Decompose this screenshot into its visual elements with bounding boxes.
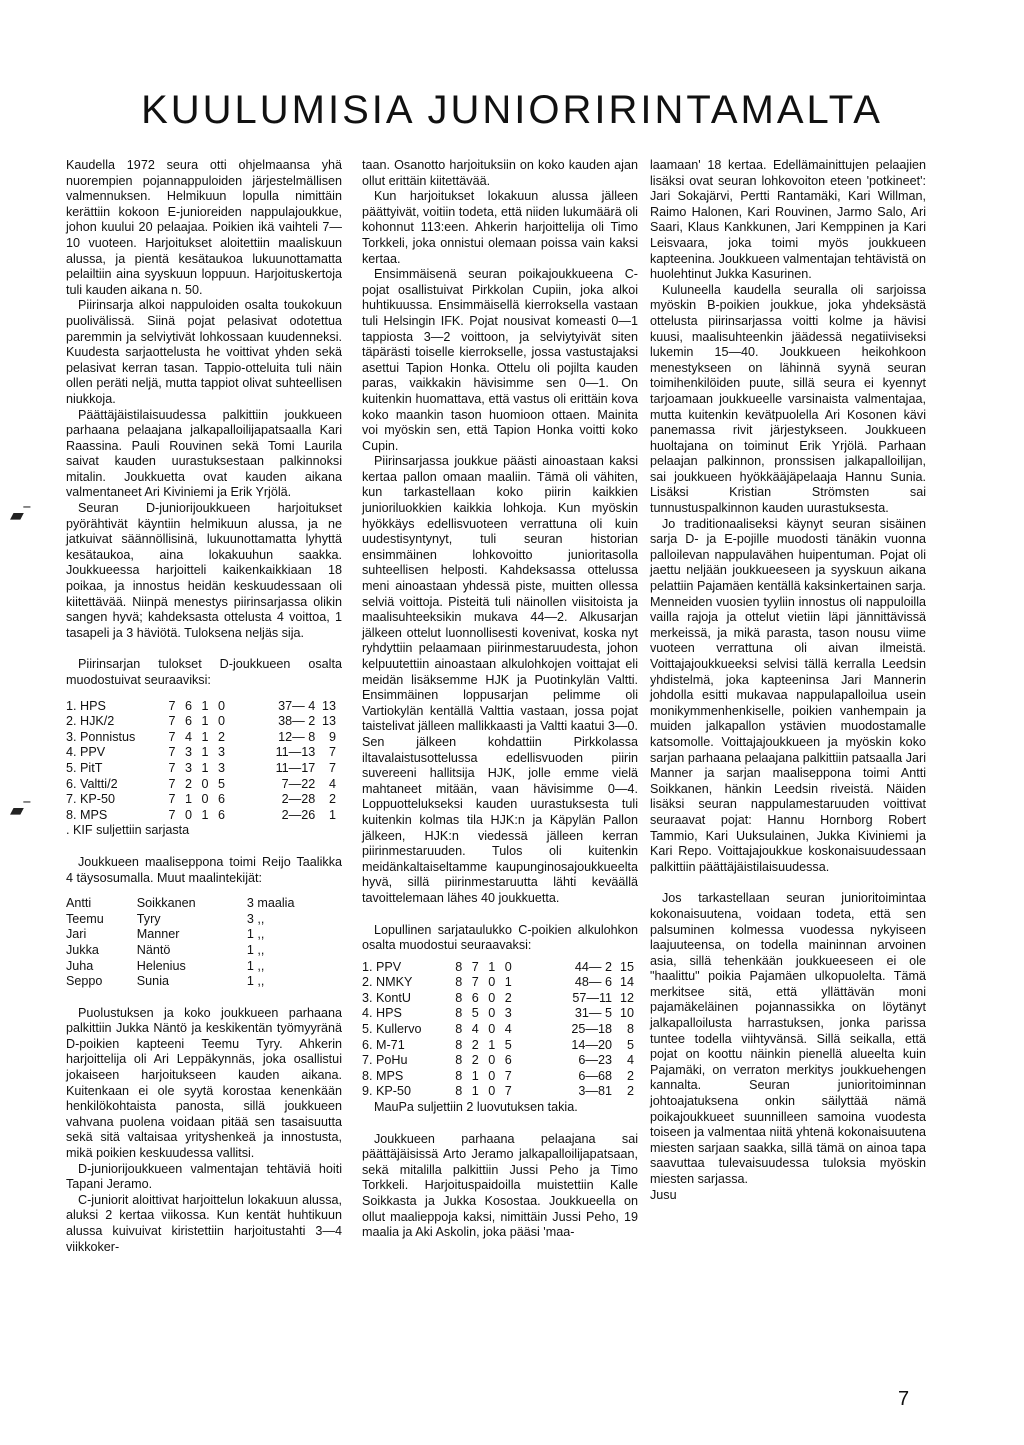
- team-cell: 4. PPV: [66, 745, 106, 760]
- paragraph: Päättäjäistilaisuudessa palkittiin joukkueen parhaana pelaajana jalkapalloilijapatsaalla Kari Raassina. Pauli Rouvinen sekä Tomi Laurila saivat kauden uurastuksestaan palkinnoksi mitalin. Joukkuetta ovat kauden aikana valmentaneet Ari Kiviniemi ja Erik Yrjölä.: [66, 407, 342, 500]
- points-cell: 4: [626, 1053, 634, 1068]
- scorer-row: [66, 943, 336, 959]
- scorer-last-name: Helenius: [136, 958, 186, 973]
- record-cell: 7 6 1 0: [168, 714, 229, 729]
- points-cell: 2: [328, 792, 336, 807]
- scorer-goals: 1 ,,: [246, 927, 265, 942]
- scorer-row: [66, 912, 336, 928]
- scorer-row: [66, 974, 336, 990]
- scorer-last-name: Soikkanen: [136, 896, 196, 911]
- scorer-goals: 1 ,,: [246, 958, 265, 973]
- scorer-last-name: Manner: [136, 927, 180, 942]
- team-cell: 2. HJK/2: [66, 714, 115, 729]
- points-cell: 2: [626, 1084, 634, 1099]
- record-cell: 8 2 1 5: [455, 1037, 515, 1052]
- scorer-last-name: Sunia: [136, 974, 169, 989]
- goals-cell: 48— 6: [574, 975, 613, 990]
- paragraph: Ensimmäisenä seuran poikajoukkueena C-pojat osallistuivat Pirkkolan Cupiin, joka alkoi huhtikuussa. Ensimmäisellä kierroksella vastaan tuli Helsingin IFK. Pojat nousivat komeasti 0—1 tappiosta 3—2 voittoon, ja selviytyivät siten täpärästi toiselle kierrokselle, jossa vastustajaksi asettui Tapion Honka. Ottelu oli pojilta kauden paras, vaikkakin hävisimme sen 0—1. On kuitenkin huomattava, että vastus oli erittäin kova koko maankin tason huomioon ottaen. Mainita voi myöskin sen, että Tapion Honka voitti koko Cupin.: [362, 267, 638, 453]
- page-number: 7: [898, 1388, 910, 1410]
- paragraph: Puolustuksen ja koko joukkueen parhaana palkittiin Jukka Näntö ja keskikentän työmyyränä D-poikien kapteeni Teemu Tyry. Ahkerin harjoittelija oli Ari Leppäkynnäs, joka osallistui jokaiseen harjoitukseen kauden aikana. Kuitenkaan ei ole syytä korostaa kenenkään henkilökohtaista panosta, sillä joukkueen vahvana puolena voidaan pitää sen tasaisuutta sekä sitä valtaisaa yrityshenkeä ja innostusta, mikä poikien keskuudessa vallitsi.: [66, 1005, 342, 1161]
- record-cell: 8 7 0 1: [455, 975, 515, 990]
- team-cell: 8. MPS: [362, 1068, 404, 1083]
- goals-cell: 57—11: [572, 990, 613, 1005]
- paragraph: Jo traditionaaliseksi käynyt seuran sisäinen sarja D- ja E-pojille muodosti tänäkin vuonna palloilevan nappulavähen huipentuman. Pojat oli jaettu neljään joukkueeseen ja syyskuun aikana pelattiin Pajamäen kentällä kaksinkertainen sarja. Menneiden vuosien tyyliin innostus oli nappuloilla vailla rajoja ja ottelut vietiin läpi jännittävissä merkeissä, ja mikä parasta, tason nousu viime vuoteen verrattuna oli aivan ilmeistä. Voittajajoukkueeksi selvisi tällä kerralla Leedsin yhdistelmä, joka kapteeninsa Jari Mannerin johdolla esitti mukavaa nappulapalloilua usein monikymmenhenkiselle, poikien vanhempain ja muiden jalkapallon ystävien muodostamalle katsomolle. Voittajajoukkueen ja myöskin koko sarjan parhaana pelaajana palkittiin patsaalla Jari Manner ja sarjan maaliseppona toimi Antti Soikkanen, hänkin Leedsin riveistä. Näiden lisäksi seuran nappulamestaruuden voittivat seuraavat pojat: Hannu Hornborg Robert Tammio, Kari Uuksulainen, Jukka Kiviniemi ja Kari Repo. Voittajajoukkue koskonaisuudessaan palkittiin päättäjäistilaisuudessa.: [650, 516, 926, 874]
- team-cell: 1. PPV: [362, 959, 402, 974]
- record-cell: 7 1 0 6: [168, 792, 229, 807]
- standings-row: [66, 792, 336, 808]
- scorer-first-name: Seppo: [66, 974, 103, 989]
- points-cell: 4: [328, 776, 336, 791]
- d-standings-table: [66, 699, 336, 824]
- standings-row: [66, 714, 336, 730]
- paragraph: Piirinsarja alkoi nappuloiden osalta toukokuun puolivälissä. Siinä pojat pelasivat odotettua paremmin ja selviytivät lohkossaan kuudenneksi. Kuudesta sarjaottelusta he voittivat yhden sekä pelasivat kerran tasan. Tappio-otteluita tuli näin ollen peräti neljä, mutta tappiot olivat suhteellisen niukkoja.: [66, 298, 342, 406]
- goals-cell: 6—23: [578, 1053, 613, 1068]
- column-3: [650, 158, 926, 1203]
- record-cell: 8 6 0 2: [455, 990, 515, 1005]
- standings-row: [66, 745, 336, 761]
- standings-note: . KIF suljettiin sarjasta: [66, 823, 190, 838]
- column-2: [362, 158, 638, 1241]
- standings-row: [66, 730, 336, 746]
- scorer-goals: 1 ,,: [246, 942, 265, 957]
- paragraph: Seuran D-juniorijoukkueen harjoitukset pyörähtivät käyntiin helmikuun alussa, ja ne jatkuivat säännöllisinä, lukuunottamatta lyhyttä kesätaukoa, aina lokakuuhun saakka. Joukkueessa harjoitteli kaikenkaikkiaan 18 poikaa, ja innostus heidän keskuudessaan oli kiitettävää. Niinpä menestys piirinsarjassa olikin sangen hyvä; kahdeksasta ottelusta 4 voittoa, 1 tasapeli ja 3 häviötä. Tuloksena neljäs sija.: [66, 501, 342, 640]
- goals-cell: 7—22: [281, 776, 316, 791]
- points-cell: 13: [321, 714, 336, 729]
- paragraph: Kuluneella kaudella seuralla oli sarjoissa myöskin B-poikien joukkue, joka yhdeksästä ottelusta piirinsarjassa voitti kolme ja hävisi kuusi, maalisuhteenkin jäädessä negatiiviseksi lukemin 15—40. Joukkueen heikohkoon menestykseen on lähinnä syynä seuran toimihenkilöiden puute, sillä seura ei kyennyt tarjoamaan joukkueelle varsinaista valmentajaa, mutta kuitenkin kevätpuolella Ari Kosonen kävi panemassa rivit järjestykseen. Joukkueen huoltajana on toiminut Erik Yrjölä. Parhaan pelaajan palkinnon, pronssisen jalkapalloilijan, sai joukkueen hyökkääjäpelaaja Hannu Sunia. Lisäksi Kristian Strömsten sai tunnustuspalkinnon kauden uurastuksesta.: [650, 282, 926, 516]
- record-cell: 7 0 1 6: [168, 807, 229, 822]
- team-cell: 9. KP-50: [362, 1084, 412, 1099]
- goals-cell: 2—26: [281, 807, 316, 822]
- scorers-intro: Joukkueen maaliseppona toimi Reijo Taalikka 4 täysosumalla. Muut maalintekijät:: [66, 854, 342, 885]
- scorer-last-name: Tyry: [136, 911, 161, 926]
- scorers-table: [66, 896, 336, 990]
- goals-cell: 37— 4: [278, 698, 316, 713]
- standings-row: [66, 699, 336, 715]
- points-cell: 15: [619, 959, 634, 974]
- standings-intro: Piirinsarjan tulokset D-joukkueen osalta muodostuivat seuraaviksi:: [66, 657, 342, 687]
- points-cell: 7: [328, 760, 336, 775]
- team-cell: 5. Kullervo: [362, 1022, 422, 1037]
- goals-cell: 44— 2: [574, 959, 613, 974]
- points-cell: 14: [619, 975, 634, 990]
- scribble-mark: ▰‾: [10, 505, 30, 525]
- team-cell: 6. Valtti/2: [66, 776, 118, 791]
- paragraph: D-juniorijoukkueen valmentajan tehtäviä hoiti Tapani Jeramo.: [66, 1161, 342, 1192]
- points-cell: 1: [328, 807, 336, 822]
- points-cell: 9: [328, 729, 336, 744]
- scorer-first-name: Antti: [66, 896, 92, 911]
- points-cell: 10: [619, 1006, 634, 1021]
- team-cell: 3. KontU: [362, 990, 412, 1005]
- scorer-row: [66, 896, 336, 912]
- paragraph: laamaan' 18 kertaa. Edellämainittujen pelaajien lisäksi ovat seuran lohkovoiton eteen 'potkineet': Jari Sokajärvi, Pertti Rantamäki, Kari Willman, Raimo Halonen, Kari Rouvinen, Jarmo Salo, Ari Saari, Klaus Kankkunen, Jari Kemppinen ja Kari Leisvaara, joka toimi myös joukkueen kapteenina. Joukkueen valmentajan tehtävistä on huolehtinut Jukka Kasurinen.: [650, 158, 926, 282]
- record-cell: 8 7 1 0: [455, 959, 515, 974]
- scribble-mark: ▰‾: [10, 800, 30, 820]
- record-cell: 7 4 1 2: [168, 729, 229, 744]
- goals-cell: 31— 5: [574, 1006, 613, 1021]
- points-cell: 12: [619, 990, 634, 1005]
- standings-note: MauPa suljettiin 2 luovutuksen takia.: [374, 1100, 578, 1115]
- points-cell: 8: [626, 1022, 634, 1037]
- goals-cell: 38— 2: [278, 714, 316, 729]
- standings-row: [362, 975, 634, 991]
- page-title: KUULUMISIA JUNIORIRINTAMALTA: [141, 88, 883, 132]
- team-cell: 4. HPS: [362, 1006, 402, 1021]
- scorer-goals: 1 ,,: [246, 974, 265, 989]
- scorer-first-name: Teemu: [66, 911, 104, 926]
- points-cell: 2: [626, 1068, 634, 1083]
- goals-cell: 11—13: [275, 745, 316, 760]
- team-cell: 7. PoHu: [362, 1053, 408, 1068]
- points-cell: 13: [321, 698, 336, 713]
- team-cell: 7. KP-50: [66, 792, 116, 807]
- goals-cell: 11—17: [275, 760, 316, 775]
- standings-row: [362, 1006, 634, 1022]
- team-cell: 3. Ponnistus: [66, 729, 136, 744]
- goals-cell: 14—20: [571, 1037, 613, 1052]
- standings-row: [362, 1038, 634, 1054]
- scorer-last-name: Näntö: [136, 942, 171, 957]
- standings-row: [362, 1022, 634, 1038]
- standings-row: [66, 808, 336, 824]
- record-cell: 8 1 0 7: [455, 1084, 515, 1099]
- standings-row: [66, 761, 336, 777]
- goals-cell: 2—28: [281, 792, 316, 807]
- team-cell: 8. MPS: [66, 807, 108, 822]
- record-cell: 8 4 0 4: [455, 1022, 515, 1037]
- standings-row: [362, 991, 634, 1007]
- goals-cell: 6—68: [578, 1068, 613, 1083]
- paragraph: Kaudella 1972 seura otti ohjelmaansa yhä nuorempien pojannappuloiden järjestelmällisen valmennuksen. Helmikuun lopulla nimittäin kerättiin kokoon E-junioreiden nappulajoukkue, johon kuului 20 pelaajaa. Poikien ikä vaihteli 7—10 vuoteen. Harjoitukset aloitettiin maaliskuun alussa, ja pientä kesätaukoa lukuunottamatta pelailtiin aina syyskuun loppuun. Harjoituskertoja tuli kauden aikana n. 50.: [66, 158, 342, 297]
- paragraph: Joukkueen parhaana pelaajana sai päättäjäisissä Arto Jeramo jalkapalloilijapatsaan, sekä mitalilla palkittiin Jussi Peho ja Timo Torkkeli. Harjoituspaidoilla muistettiin Kalle Soikkasta ja Jukka Kosostaa. Joukkueella on ollut maalieppoja kaksi, nimittäin Jussi Peho, 19 maalia ja Aki Askolin, joka pääsi 'maa-: [362, 1131, 638, 1240]
- paragraph: C-juniorit aloittivat harjoittelun lokakuun alussa, aluksi 2 kertaa viikossa. Kun kentät huhtikuun alussa kuivuivat kiristettiin harjoitustahti 3—4 viikkoker-: [66, 1192, 342, 1254]
- paragraph: Kun harjoitukset lokakuun alussa jälleen päättyivät, voitiin todeta, että niiden lukumäärä oli kohonnut 113:een. Ahkerin harjoittelija oli Timo Torkkeli, joka onnistui olemaan poissa vain kaksi kertaa.: [362, 189, 638, 266]
- paragraph: Jos tarkastellaan seuran junioritoimintaa kokonaisuutena, voidaan todeta, että sen palsuminen kolmessa vuodessa nykyiseen laajuuteensa, on todella maininnan arvoinen asia, sillä tehenkään joukkueeseen ei ole "haalittu" poikia Pajamäen ulkopuolelta. Tämä merkitsee sitä, että yllättävän moni pajamäkeläinen pojannassikka on löytänyt jalkapalloilusta harrastuksen, jonka parissa tuntee todella viihtyvänsä. Sillä seikalla, että pojat on koottu näinkin pienellä alueelta kuin Pajamäki, on verraton merkitys joukkuehengen kannalta. Seuran junioritoiminnan johtoajatuksena onkin säilyttää nämä poikajoukkueet suunnilleen samoina vuodesta toiseen ja valmentaa niitä yhtenä kokonaisuutena miesten sarjaan saakka, sillä tämä on ainoa tapa saavuttaa tulevaisuudessa tuloksia myöskin miesten sarjassa.: [650, 891, 926, 1186]
- team-cell: 1. HPS: [66, 698, 106, 713]
- c-standings-table: [362, 960, 634, 1100]
- scorer-goals: 3 maalia: [246, 896, 295, 911]
- paragraph: taan. Osanotto harjoituksiin on koko kauden ajan ollut erittäin kiitettävää.: [362, 158, 638, 188]
- standings-row: [362, 1069, 634, 1085]
- team-cell: 2. NMKY: [362, 975, 413, 990]
- scorer-first-name: Jari: [66, 927, 87, 942]
- scorer-first-name: Jukka: [66, 942, 99, 957]
- record-cell: 8 5 0 3: [455, 1006, 515, 1021]
- scorer-row: [66, 959, 336, 975]
- record-cell: 8 2 0 6: [455, 1053, 515, 1068]
- record-cell: 7 3 1 3: [168, 745, 229, 760]
- standings-row: [362, 1053, 634, 1069]
- record-cell: 7 2 0 5: [168, 776, 229, 791]
- standings-row: [362, 960, 634, 976]
- standings-intro: Lopullinen sarjataulukko C-poikien alkulohkon osalta muodostui seuraavaksi:: [362, 922, 638, 953]
- standings-row: [66, 777, 336, 793]
- goals-cell: 3—81: [578, 1084, 613, 1099]
- goals-cell: 12— 8: [278, 729, 316, 744]
- points-cell: 7: [328, 745, 336, 760]
- team-cell: 5. PitT: [66, 760, 103, 775]
- scorer-first-name: Juha: [66, 958, 94, 973]
- paragraph: Piirinsarjassa joukkue päästi ainoastaan kaksi kertaa pallon omaan maaliin. Tämä oli vähiten, kun tarkastellaan koko piirin kaikkien junioriluokkien kaikkia lohkoja. Kun myöskin hyökkäys edellisvuoteen verrattuna oli kuin uudestisyntynyt, tuli seuran historian ensimmäinen lohkovoitto junioritasolla suhteellisen helposti. Kahdeksassa ottelussa meni ainoastaan yhdessä piste, muitten ollessa selviä voittoja. Pisteitä tuli näinollen viisitoista ja maalisuhteeksikin mukava 44—2. Alkusarjan jälkeen ottelut luonnollisesti kovenivat, koska nyt ryhdyttiin pelaamaan piirinmestaruudesta, johon kelpuutettiin ainoastaan alkulohkojen voittajat eli meidän lisäksemme HJK ja Puotinkylän Valtti. Ensimmäinen loppusarjan pelimme oli Vartiokylän kentällä Valttia vastaan, jossa pojat taistelivat jälleen mallikkaasti ja Valtti kaatui 3—0. Sen jälkeen kohdattiin Pirkkolassa iltavalaistusottelussa edellisvuoden piirin suvereeni hallitsija HJK, jolle emme vielä mahtaneet mitään, vaan hävisimme 0—4. Loppuottelukseksi kauden uurastuksesta tuli kuitenkin kolmas tila HJK:n ja Käpylän Pallon jälkeen, HJK:n viedessä jälleen kerran piirinmestaruuden. Tulos oli kuitenkin meidänkaltaiseltamme kaupunginosajoukkueelta hyvä, sillä piirinmestaruutta lähti keväällä tavoittelemaan lähes 40 joukkuetta.: [362, 454, 638, 905]
- column-1: [66, 158, 342, 1255]
- record-cell: 8 1 0 7: [455, 1068, 515, 1083]
- record-cell: 7 3 1 3: [168, 760, 229, 775]
- points-cell: 5: [626, 1037, 634, 1052]
- scorer-goals: 3 ,,: [246, 911, 265, 926]
- standings-row: [362, 1084, 634, 1100]
- scorer-row: [66, 927, 336, 943]
- record-cell: 7 6 1 0: [168, 698, 229, 713]
- goals-cell: 25—18: [571, 1022, 613, 1037]
- team-cell: 6. M-71: [362, 1037, 405, 1052]
- signature: Jusu: [650, 1187, 677, 1202]
